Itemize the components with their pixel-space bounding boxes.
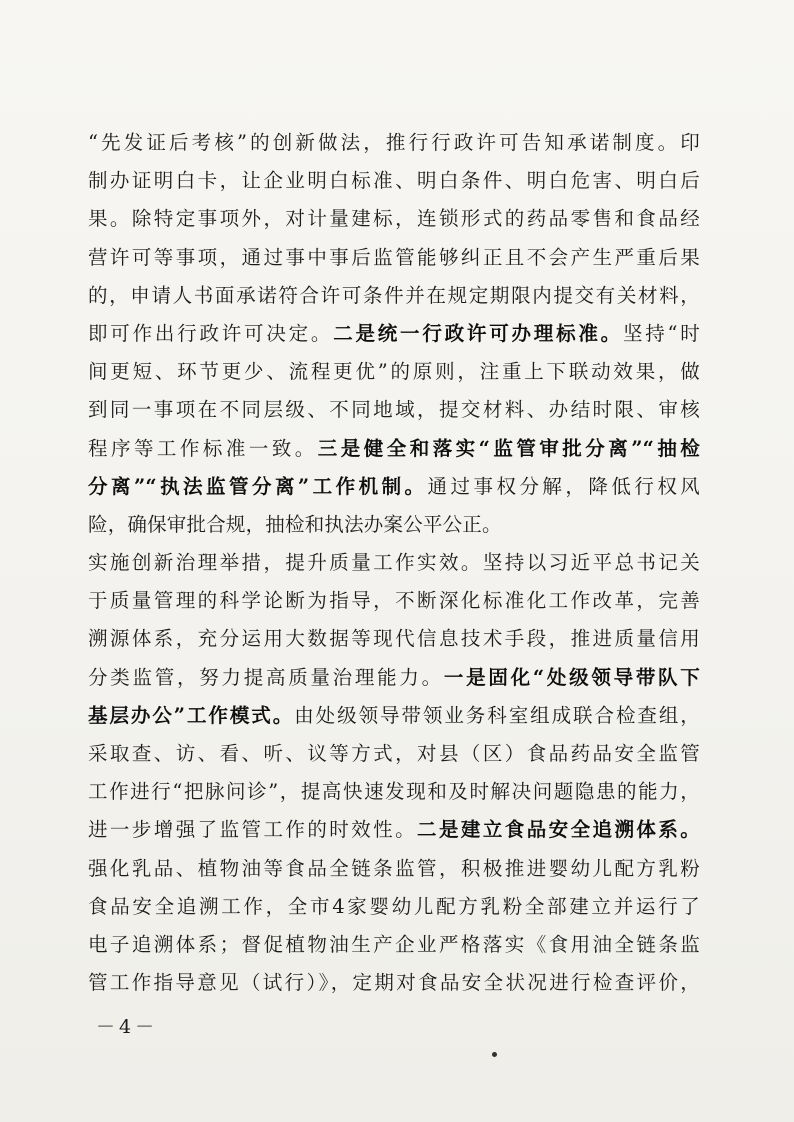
text-line (88, 430, 700, 468)
text-segment: 到同一事项在不同层级、不同地域，提交材料、办结时限、审核 (88, 398, 700, 422)
text-segment: 的，申请人书面承诺符合许可条件并在规定期限内提交有关材料， (88, 283, 700, 307)
text-line (88, 735, 700, 773)
text-line (88, 850, 700, 888)
text-line (88, 659, 700, 697)
bold-heading-segment: 分离”“执法监管分离”工作机制。 (88, 474, 428, 498)
text-line (88, 315, 700, 353)
text-segment: 坚持“时 (622, 321, 700, 345)
text-line (88, 391, 700, 429)
text-line (88, 697, 700, 735)
text-segment: 险，确保审批合规，抽检和执法办案公平公正。 (88, 512, 502, 536)
text-segment: 程序等工作标准一致。 (88, 436, 318, 460)
text-line (88, 277, 700, 315)
text-segment: 果。除特定事项外，对计量建标，连锁形式的药品零售和食品经 (88, 207, 700, 231)
text-segment: 通过事权分解，降低行权风 (427, 474, 700, 498)
bold-heading-segment: 二是统一行政许可办理标准。 (333, 321, 623, 345)
text-segment: 电子追溯体系；督促植物油生产企业严格落实《食用油全链条监 (88, 932, 700, 956)
text-line (88, 964, 700, 1002)
bold-heading-segment: 一是固化“处级领导带队下 (443, 665, 701, 689)
text-segment: 于质量管理的科学论断为指导，不断深化标准化工作改革，完善 (88, 589, 700, 613)
text-segment: 采取查、访、看、听、议等方式，对县（区）食品药品安全监管 (88, 742, 700, 765)
bold-heading-segment: 基层办公”工作模式。 (88, 703, 295, 727)
text-segment: 食品安全追溯工作，全市4家婴幼儿配方乳粉全部建立并运行了 (88, 894, 700, 918)
text-line (88, 811, 700, 849)
text-segment: 制办证明白卡，让企业明白标准、明白条件、明白危害、明白后 (88, 169, 700, 193)
text-line (88, 239, 700, 277)
text-line (88, 468, 700, 506)
text-segment: 分类监管，努力提高质量治理能力。 (88, 665, 444, 689)
text-segment: 间更短、环节更少、流程更优”的原则，注重上下联动效果，做 (88, 360, 700, 384)
text-segment: 由处级领导带领业务科室组成联合检查组， (294, 703, 700, 727)
text-line (88, 544, 700, 582)
text-line (88, 124, 700, 162)
text-line (88, 200, 700, 238)
text-line (88, 888, 700, 926)
scan-speck (492, 1052, 497, 1057)
text-line (88, 926, 700, 964)
body-text (88, 124, 700, 1002)
text-line (88, 773, 700, 811)
text-line (88, 506, 700, 544)
text-segment: 工作进行“把脉问诊”，提高快速发现和及时解决问题隐患的能力， (88, 780, 700, 804)
text-segment: 溯源体系，充分运用大数据等现代信息技术手段，推进质量信用 (88, 627, 700, 651)
text-segment: 营许可等事项，通过事中事后监管能够纠正且不会产生严重后果 (88, 245, 700, 269)
text-segment: 实施创新治理举措，提升质量工作实效。坚持以习近平总书记关 (88, 551, 700, 575)
text-line (88, 353, 700, 391)
bold-heading-segment: 二是建立食品安全追溯体系。 (417, 818, 700, 842)
page-number: －4－ (96, 1016, 159, 1038)
text-line (88, 582, 700, 620)
text-segment: 即可作出行政许可决定。 (88, 321, 334, 345)
text-line (88, 620, 700, 658)
text-segment: 管工作指导意见（试行）》，定期对食品安全状况进行检查评价， (88, 971, 700, 995)
bold-heading-segment: 三是健全和落实“监管审批分离”“抽检 (317, 436, 700, 460)
text-segment: 进一步增强了监管工作的时效性。 (88, 818, 418, 842)
text-line (88, 162, 700, 200)
text-segment: “先发证后考核”的创新做法，推行行政许可告知承诺制度。印 (88, 131, 700, 154)
text-segment: 强化乳品、植物油等食品全链条监管，积极推进婴幼儿配方乳粉 (88, 856, 700, 880)
